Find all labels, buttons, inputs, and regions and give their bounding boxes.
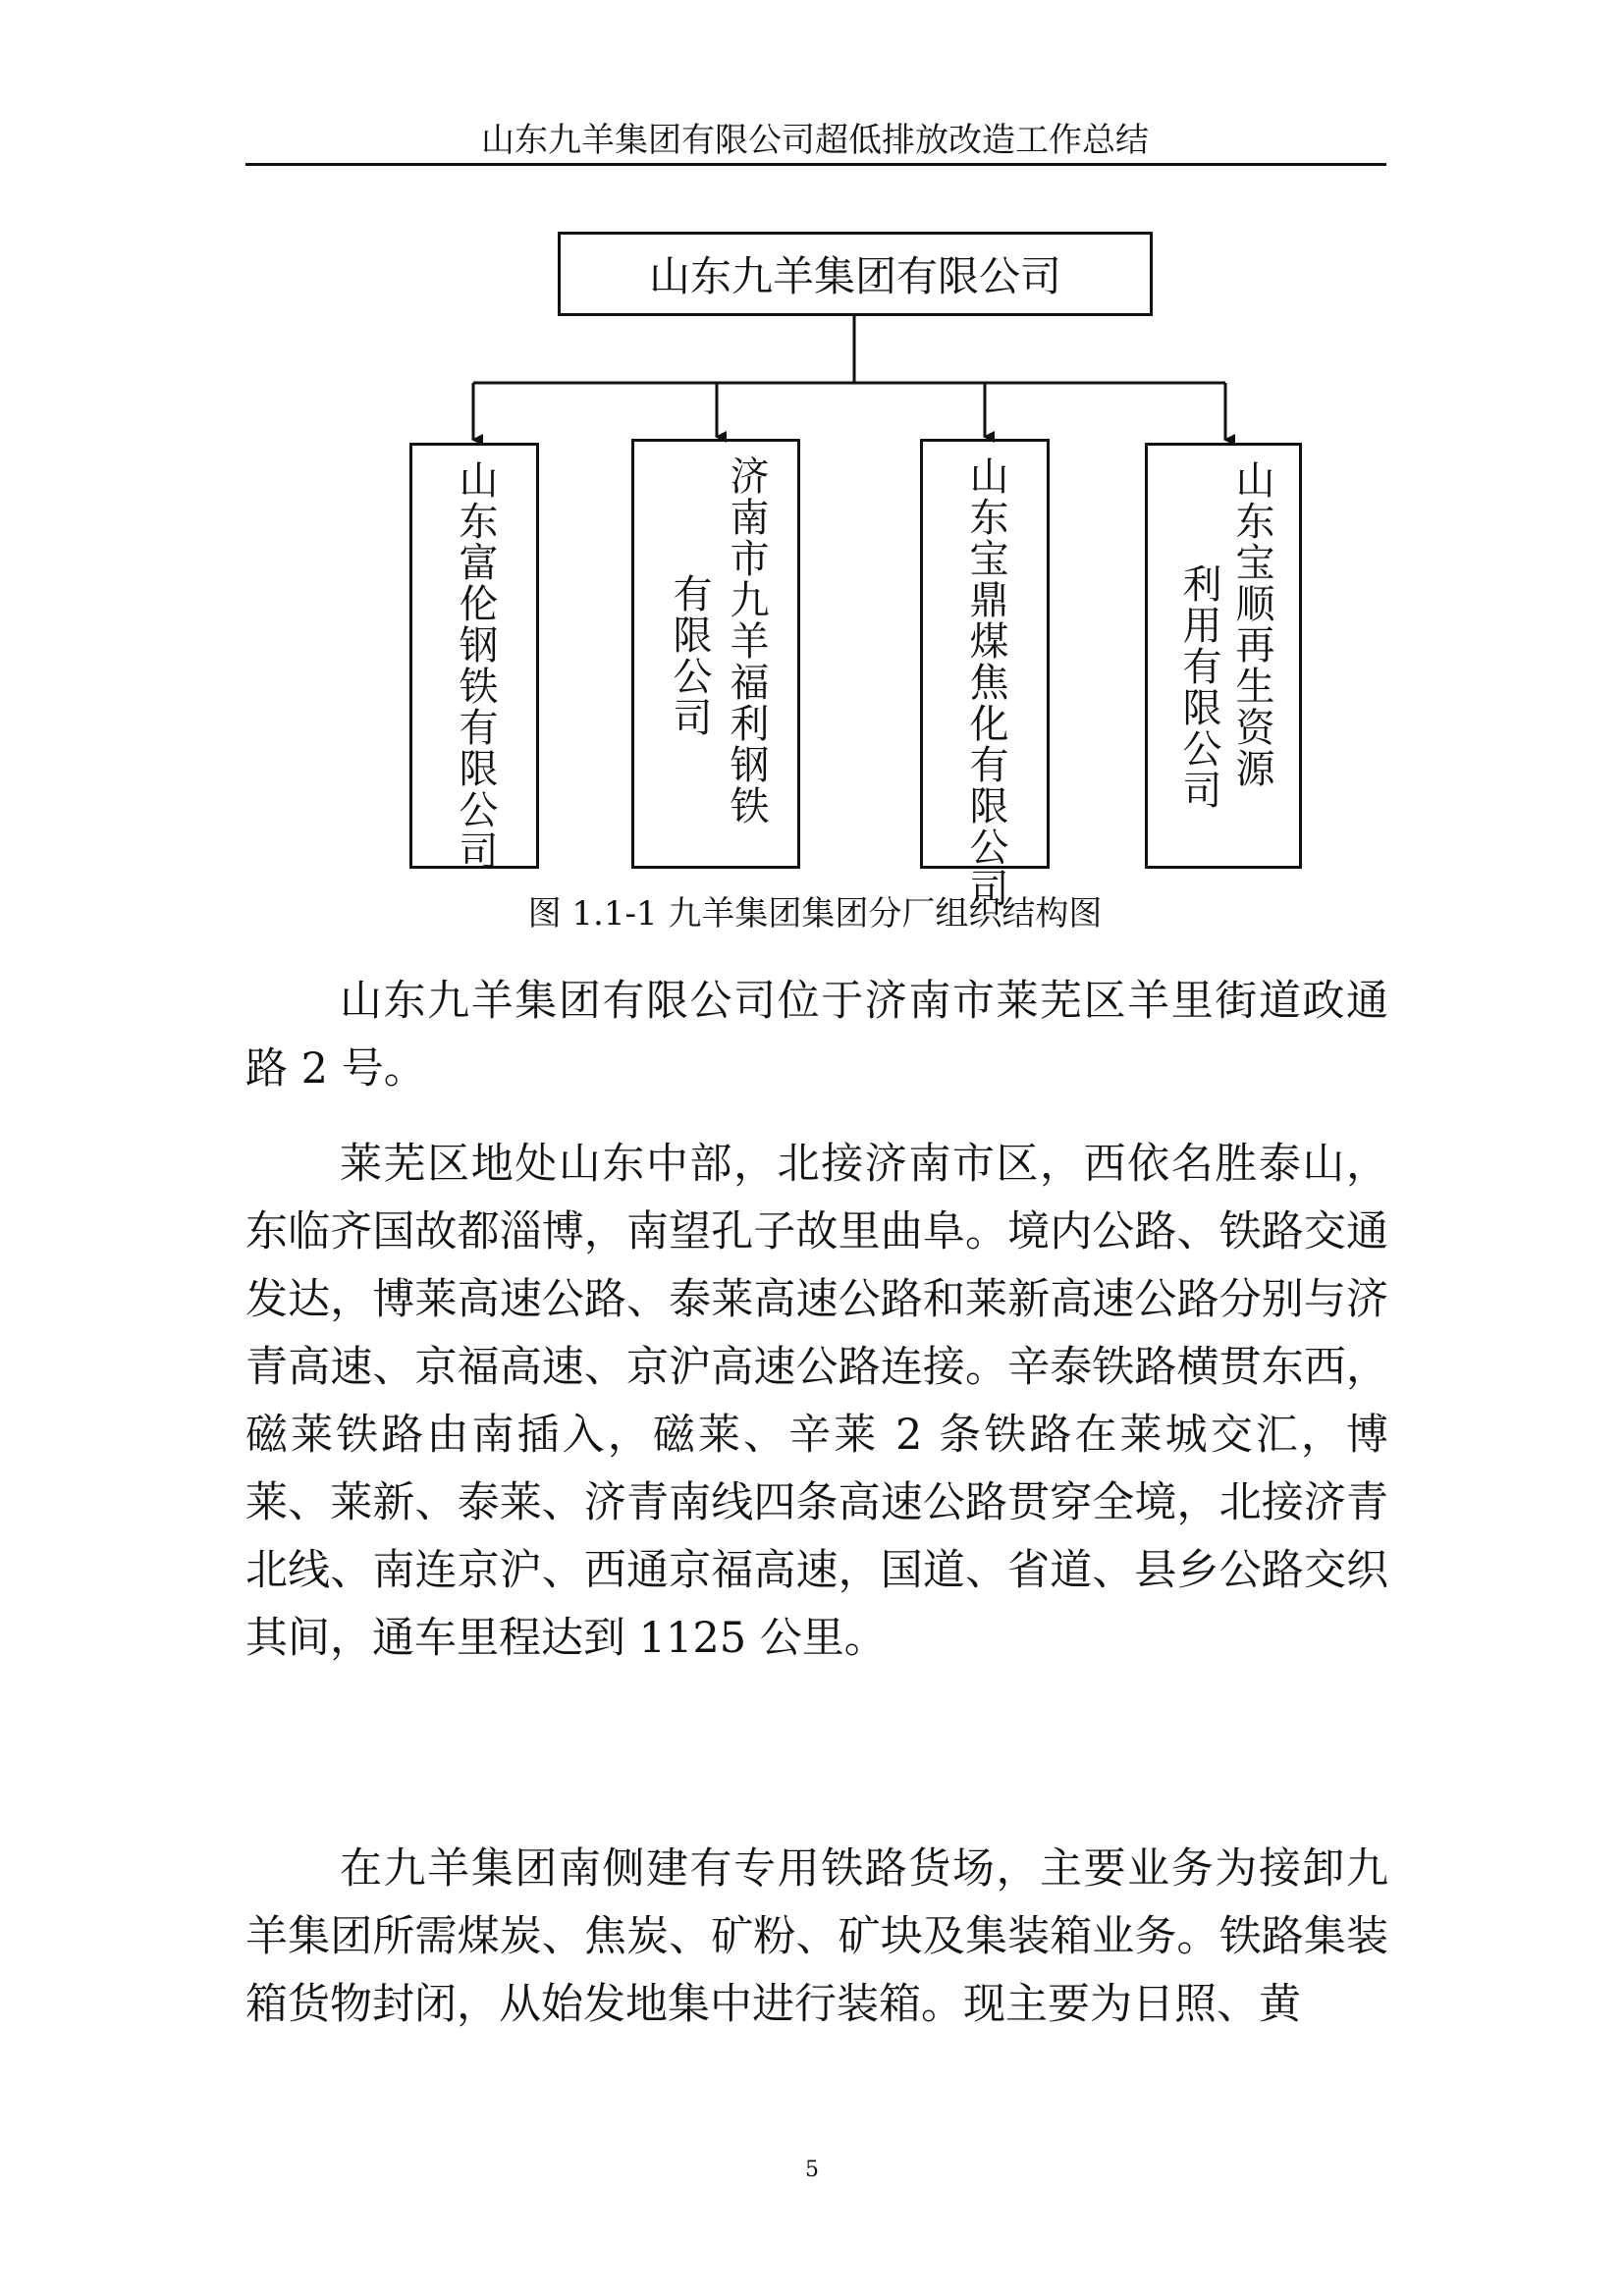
subsidiary-4-line-1: 山东宝顺再生资源 — [1229, 459, 1274, 789]
subsidiary-box-2 — [631, 439, 800, 869]
subsidiary-2-line-1: 济南市九羊福利钢铁 — [724, 455, 769, 827]
subsidiary-box-3 — [920, 439, 1050, 909]
subsidiary-box-1 — [409, 443, 539, 872]
page-header-title: 山东九羊集团有限公司超低排放改造工作总结 — [481, 121, 1149, 160]
body-paragraph-2: 莱芜区地处山东中部，北接济南市区，西依名胜泰山，东临齐国故都淄博，南望孔子故里曲阜。境内公路、铁路交通发达，博莱高速公路、泰莱高速公路和莱新高速公路分别与济青高速、京福高速、京沪高速公路连接。辛泰铁路横贯东西，磁莱铁路由南插入，磁莱、辛莱 2 条铁路在莱城交汇，博莱、莱新、泰莱、济青南线四条高速公路贯穿全境，北接济青北线、南连京沪、西通京福高速，国道、省道、县乡公路交织其间，通车里程达到 1125 公里。 — [245, 1140, 1388, 1663]
org-root-label: 山东九羊集团有限公司 — [648, 252, 1061, 300]
subsidiary-2-line-2: 有限公司 — [667, 573, 712, 738]
subsidiary-1-line-1: 山东富伦钢铁有限公司 — [453, 459, 498, 872]
subsidiary-3-line-1: 山东宝鼎煤焦化有限公司 — [963, 455, 1008, 909]
header-divider — [245, 163, 1386, 166]
org-root-box — [558, 232, 1153, 316]
body-paragraph-1: 山东九羊集团有限公司位于济南市莱芜区羊里街道政通路 2 号。 — [245, 977, 1388, 1094]
subsidiary-box-4 — [1145, 443, 1302, 869]
page-number: 5 — [805, 2158, 819, 2182]
body-paragraph-3: 在九羊集团南侧建有专用铁路货场，主要业务为接卸九羊集团所需煤炭、焦炭、矿粉、矿块及集装箱业务。铁路集装箱货物封闭，从始发地集中进行装箱。现主要为日照、黄 — [245, 1844, 1388, 2029]
subsidiary-4-line-2: 利用有限公司 — [1176, 563, 1221, 811]
figure-caption: 图 1.1-1 九羊集团集团分厂组织结构图 — [527, 894, 1103, 934]
